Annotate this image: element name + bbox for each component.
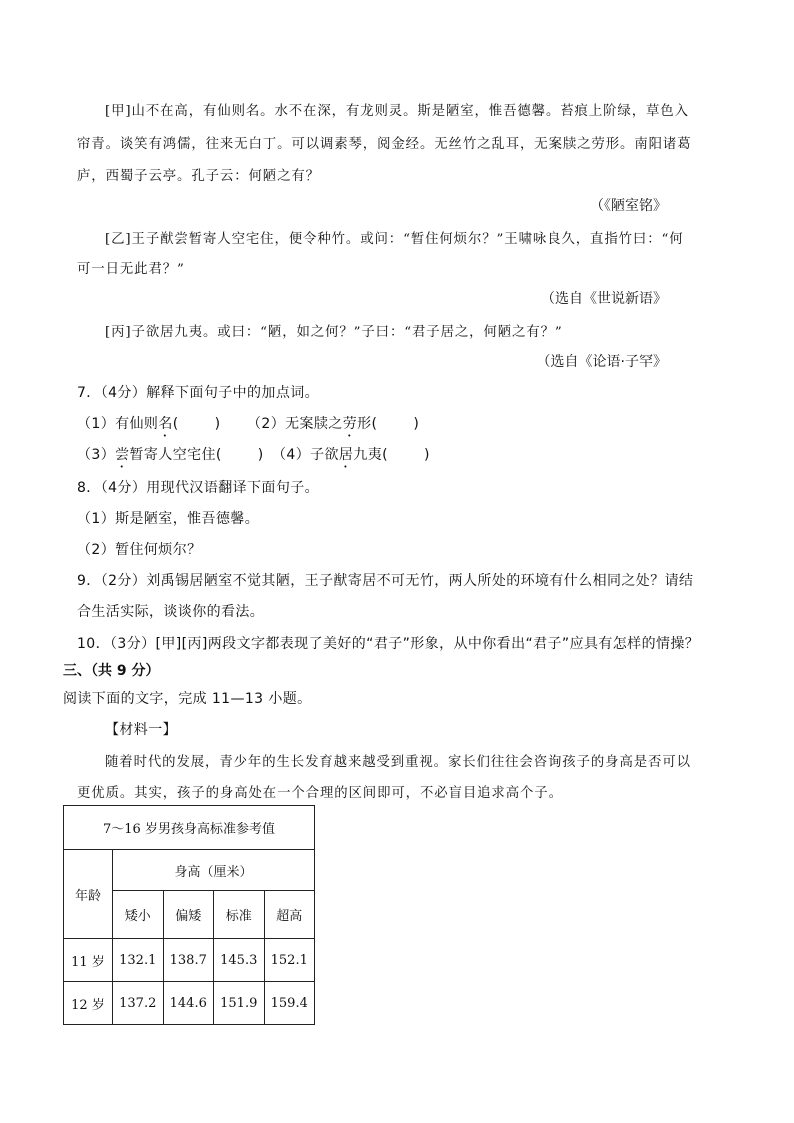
column-header: 偏矮 <box>163 891 214 939</box>
q8-title: 8．（4分）用现代汉语翻译下面句子。 <box>77 480 320 496</box>
passage-bing-marker: [丙] <box>105 325 132 340</box>
q7-item-3: （3）尝暂寄人空宅住( ) <box>77 447 264 463</box>
q7-item-1: （1）有仙则名( ) <box>77 416 221 432</box>
age-cell: 12 岁 <box>64 982 113 1025</box>
passage-yi-line-1: [乙]王子猷尝暂寄人空宅住，便令种竹。或问：“暂住何烦尔？”王啸咏良久，直指竹曰：“何 <box>105 232 684 247</box>
column-header: 标准 <box>214 891 265 939</box>
passage-jia-line-2: 帘青。谈笑有鸿儒，往来无白丁。可以调素琴，阅金经。无丝竹之乱耳，无案牍之劳形。南阳诸葛 <box>77 137 692 152</box>
table-row <box>64 939 315 982</box>
column-header: 超高 <box>264 891 315 939</box>
value-cell: 151.9 <box>214 982 265 1025</box>
height-reference-table <box>63 805 315 1025</box>
q7-item-4: （4）子欲居九夷( ) <box>272 447 430 463</box>
value-cell: 137.2 <box>113 982 164 1025</box>
table-row <box>64 982 315 1025</box>
column-header: 矮小 <box>113 891 164 939</box>
q9-line-1: 9．（2分）刘禹锡居陋室不觉其陋，王子猷寄居不可无竹，两人所处的环境有什么相同之处？请结 <box>77 573 694 589</box>
age-cell: 11 岁 <box>64 939 113 982</box>
passage-yi-source: （选自《世说新语》 <box>541 291 667 307</box>
q8-item-1: （1）斯是陋室，惟吾德馨。 <box>77 511 260 527</box>
value-cell: 138.7 <box>163 939 214 982</box>
material-1-line-1: 随着时代的发展，青少年的生长发育越来越受到重视。家长们往往会咨询孩子的身高是否可以 <box>105 755 691 770</box>
passage-bing-source: （选自《论语·子罕》 <box>536 354 667 370</box>
material-1-title: 【材料一】 <box>105 722 177 738</box>
material-1-line-2: 更优质。其实，孩子的身高处在一个合理的区间即可，不必盲目追求高个子。 <box>77 786 563 801</box>
q10-line: 10．（3分）[甲][丙]两段文字都表现了美好的“君子”形象，从中你看出“君子”应具有怎样的情操？ <box>77 636 700 652</box>
age-header: 年龄 <box>64 850 113 939</box>
value-cell: 152.1 <box>264 939 315 982</box>
q7-title: 7．（4分）解释下面句子中的加点词。 <box>77 385 320 401</box>
value-cell: 132.1 <box>113 939 164 982</box>
value-cell: 145.3 <box>214 939 265 982</box>
table-caption: 7～16 岁男孩身高标准参考值 <box>64 806 315 850</box>
q7-item-2: （2）无案牍之劳形( ) <box>247 416 420 432</box>
passage-jia-source: （《陋室铭》 <box>590 198 667 214</box>
passage-bing-line-1: [丙]子欲居九夷。或曰：“陋，如之何？”子曰：“君子居之，何陋之有？” <box>105 325 563 340</box>
passage-jia-line-1: [甲]山不在高，有仙则名。水不在深，有龙则灵。斯是陋室，惟吾德馨。苔痕上阶绿，草色入 <box>105 104 689 119</box>
height-header: 身高（厘米） <box>113 850 315 891</box>
section-3-instruction: 阅读下面的文字，完成 11—13 小题。 <box>63 691 312 707</box>
value-cell: 144.6 <box>163 982 214 1025</box>
value-cell: 159.4 <box>264 982 315 1025</box>
passage-jia-line-3: 庐，西蜀子云亭。孔子云：何陋之有？ <box>77 169 320 184</box>
q8-item-2: （2）暂住何烦尔？ <box>77 542 202 558</box>
passage-jia-marker: [甲] <box>105 104 132 119</box>
passage-yi-line-2: 可一日无此君？” <box>77 262 185 277</box>
passage-yi-marker: [乙] <box>105 232 132 247</box>
q9-line-2: 合生活实际，谈谈你的看法。 <box>77 604 265 620</box>
section-3-heading: 三、（共 9 分） <box>63 663 160 679</box>
